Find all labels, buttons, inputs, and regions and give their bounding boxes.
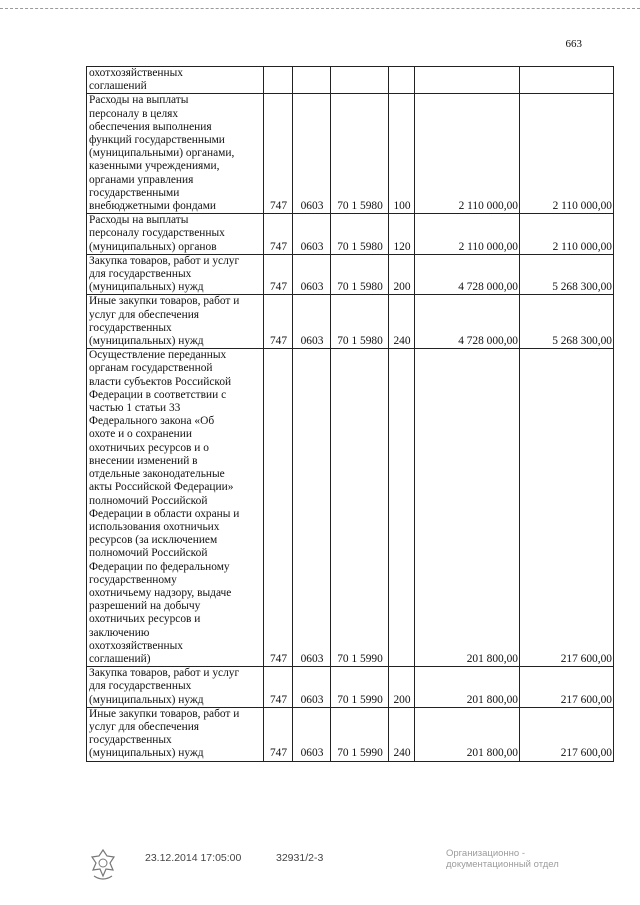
row-sum-2016-cell: 2 110 000,00 <box>520 94 614 214</box>
row-rz-cell: 0603 <box>293 707 331 761</box>
row-csr-cell: 70 1 5980 <box>331 214 389 255</box>
row-sum-2015-cell: 2 110 000,00 <box>415 94 520 214</box>
table-row <box>87 254 614 295</box>
row-sum-2015-cell <box>415 67 520 94</box>
table-row <box>87 349 614 667</box>
row-sum-2015-cell: 4 728 000,00 <box>415 295 520 349</box>
row-sum-2015-cell: 201 800,00 <box>415 349 520 667</box>
row-sum-2016-cell: 5 268 300,00 <box>520 295 614 349</box>
row-ved-cell: 747 <box>264 349 293 667</box>
row-csr-cell: 70 1 5990 <box>331 349 389 667</box>
row-csr-cell: 70 1 5980 <box>331 295 389 349</box>
row-ved-cell: 747 <box>264 295 293 349</box>
row-vr-cell <box>389 67 415 94</box>
row-name-cell: Осуществление переданных органам государственной власти субъектов Российской Федерации в соответствии с частью 1 статьи 33 Федерального закона «Об охоте и о сохранении охотничьих ресурсов и о внесении изменений в отдельные законодательные акты Российской Федерации» полномочий Российской Федерации в области охраны и использования охотничьих ресурсов (за исключением полномочий Российской Федерации по федеральному государственному охотничьему надзору, выдаче разрешений на добычу охотничьих ресурсов и заключению охотхозяйственных соглашений) <box>87 349 264 667</box>
row-vr-cell: 240 <box>389 707 415 761</box>
row-name-cell: Закупка товаров, работ и услуг для государственных (муниципальных) нужд <box>87 667 264 708</box>
row-name-cell: Расходы на выплаты персоналу в целях обеспечения выполнения функций государственными (муниципальными) органами, казенными учреждениями, органами управления государственными внебюджетными фондами <box>87 94 264 214</box>
row-sum-2016-cell: 5 268 300,00 <box>520 254 614 295</box>
row-ved-cell: 747 <box>264 214 293 255</box>
table-row <box>87 707 614 761</box>
table-row <box>87 67 614 94</box>
row-sum-2016-cell: 217 600,00 <box>520 349 614 667</box>
row-sum-2016-cell: 217 600,00 <box>520 667 614 708</box>
table-row <box>87 214 614 255</box>
row-rz-cell: 0603 <box>293 254 331 295</box>
row-csr-cell: 70 1 5990 <box>331 667 389 708</box>
row-rz-cell: 0603 <box>293 214 331 255</box>
row-vr-cell: 120 <box>389 214 415 255</box>
footer-stamp <box>446 848 559 870</box>
scan-edge-line <box>0 8 640 9</box>
footer-stamp-line1: Организационно - <box>446 848 526 859</box>
row-vr-cell: 200 <box>389 667 415 708</box>
row-csr-cell: 70 1 5980 <box>331 94 389 214</box>
table-row <box>87 667 614 708</box>
row-vr-cell <box>389 349 415 667</box>
table-row <box>87 295 614 349</box>
row-name-cell: Иные закупки товаров, работ и услуг для обеспечения государственных (муниципальных) нужд <box>87 707 264 761</box>
row-name-cell: Расходы на выплаты персоналу государственных (муниципальных) органов <box>87 214 264 255</box>
row-vr-cell: 200 <box>389 254 415 295</box>
row-name-cell: Закупка товаров, работ и услуг для государственных (муниципальных) нужд <box>87 254 264 295</box>
emblem-icon <box>88 848 118 882</box>
row-sum-2015-cell: 4 728 000,00 <box>415 254 520 295</box>
footer-stamp-line2: документационный отдел <box>446 859 559 870</box>
table-body <box>87 67 614 762</box>
table-row <box>87 94 614 214</box>
row-rz-cell: 0603 <box>293 295 331 349</box>
row-sum-2016-cell: 2 110 000,00 <box>520 214 614 255</box>
row-sum-2015-cell: 201 800,00 <box>415 667 520 708</box>
row-vr-cell: 240 <box>389 295 415 349</box>
row-ved-cell <box>264 67 293 94</box>
page-number: 663 <box>565 38 582 50</box>
row-vr-cell: 100 <box>389 94 415 214</box>
row-name-cell: охотхозяйственных соглашений <box>87 67 264 94</box>
row-rz-cell: 0603 <box>293 349 331 667</box>
row-sum-2015-cell: 2 110 000,00 <box>415 214 520 255</box>
footer-doc-code: 32931/2-3 <box>276 852 324 864</box>
row-csr-cell: 70 1 5990 <box>331 707 389 761</box>
row-ved-cell: 747 <box>264 94 293 214</box>
row-csr-cell: 70 1 5980 <box>331 254 389 295</box>
footer-datetime: 23.12.2014 17:05:00 <box>145 852 242 864</box>
row-ved-cell: 747 <box>264 667 293 708</box>
row-sum-2015-cell: 201 800,00 <box>415 707 520 761</box>
row-sum-2016-cell <box>520 67 614 94</box>
row-csr-cell <box>331 67 389 94</box>
row-rz-cell <box>293 67 331 94</box>
row-sum-2016-cell: 217 600,00 <box>520 707 614 761</box>
row-rz-cell: 0603 <box>293 667 331 708</box>
row-ved-cell: 747 <box>264 707 293 761</box>
row-ved-cell: 747 <box>264 254 293 295</box>
row-name-cell: Иные закупки товаров, работ и услуг для обеспечения государственных (муниципальных) нужд <box>87 295 264 349</box>
budget-table <box>86 66 614 762</box>
row-rz-cell: 0603 <box>293 94 331 214</box>
